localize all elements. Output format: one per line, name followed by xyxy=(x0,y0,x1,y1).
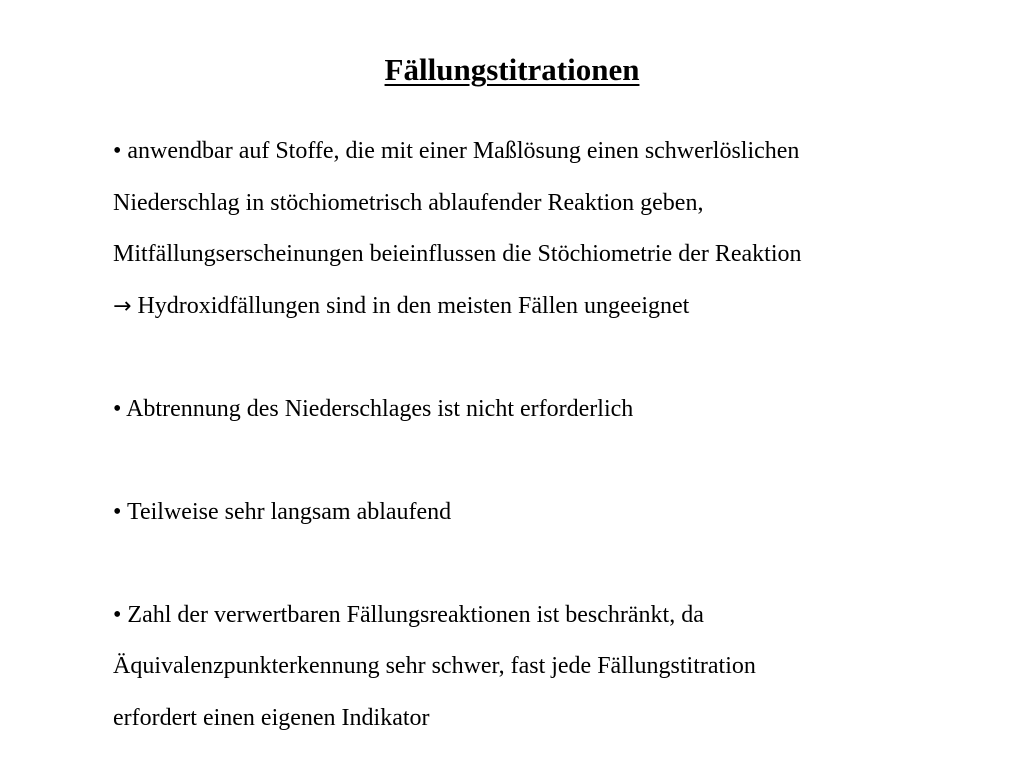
bullet-line: Zahl der verwertbaren Fällungsreaktionen ist beschränkt, da xyxy=(127,601,704,628)
bullet-line-continued xyxy=(113,178,993,230)
bullet-item-separation xyxy=(113,384,993,436)
bullet-item-reaction-speed xyxy=(113,487,993,539)
slide-title-text: Fällungstitrationen xyxy=(384,52,640,87)
bullet-line: Niederschlag in stöchiometrisch ablaufender Reaktion geben, xyxy=(113,189,704,216)
slide-title xyxy=(0,50,1024,90)
bullet-glyph: • xyxy=(113,138,122,164)
bullet-glyph: • xyxy=(113,498,122,525)
bullet-glyph: • xyxy=(113,601,122,628)
right-arrow-icon: → xyxy=(113,293,132,319)
bullet-glyph: • xyxy=(113,395,122,422)
bullet-line-continued xyxy=(113,229,993,281)
bullet-item-limited-reactions xyxy=(113,590,993,642)
bullet-line: Teilweise sehr langsam ablaufend xyxy=(126,498,452,525)
bullet-line-continued xyxy=(113,693,993,745)
bullet-item-applicability xyxy=(113,126,993,178)
bullet-line-continued xyxy=(113,281,993,333)
bullet-line: Mitfällungserscheinungen beieinflussen die Stöchiometrie der Reaktion xyxy=(113,241,802,267)
bullet-line-continued xyxy=(113,641,993,693)
bullet-line: Abtrennung des Niederschlages ist nicht erforderlich xyxy=(126,395,634,422)
bullet-line: Äquivalenzpunkterkennung sehr schwer, fast jede Fällungstitration xyxy=(113,653,756,679)
bullet-line: Hydroxidfällungen sind in den meisten Fällen ungeeignet xyxy=(137,292,690,319)
bullet-line: erfordert einen eigenen Indikator xyxy=(113,704,430,731)
bullet-line: anwendbar auf Stoffe, die mit einer Maßlösung einen schwerlöslichen xyxy=(127,138,800,164)
slide-body xyxy=(113,126,993,744)
